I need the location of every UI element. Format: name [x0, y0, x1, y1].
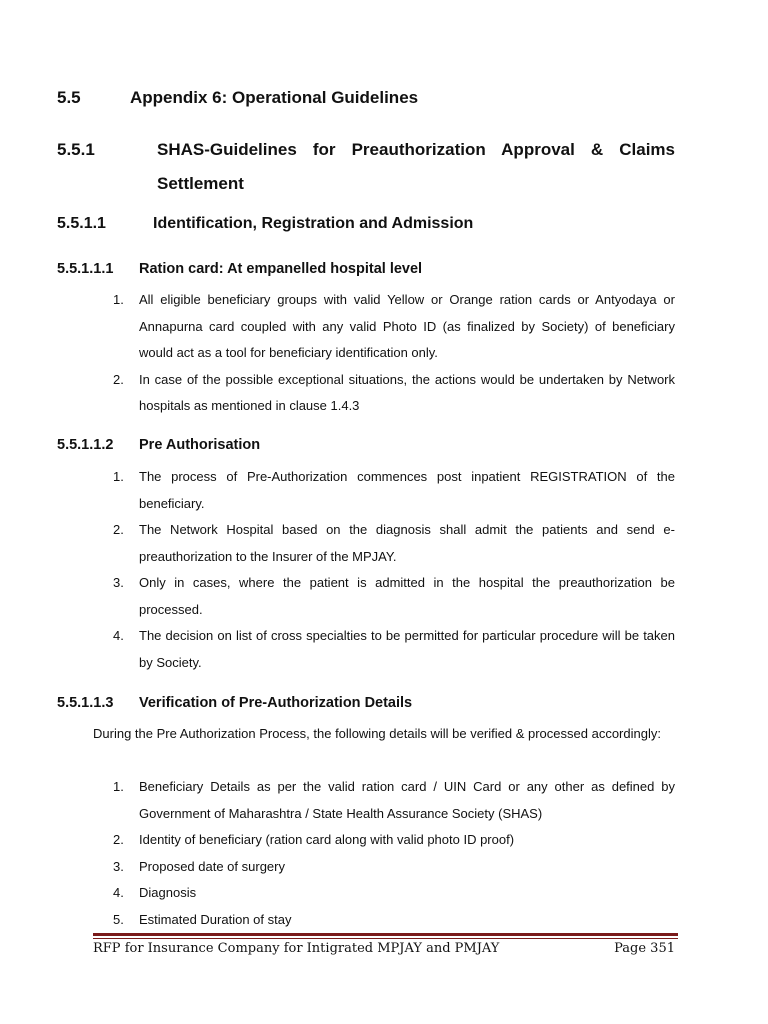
heading-title-line1: SHAS-Guidelines for Preauthorization Approval & Claims	[157, 140, 675, 159]
pre-authorisation-list	[113, 464, 675, 676]
list-item	[113, 623, 675, 676]
list-item	[113, 907, 675, 934]
list-item	[113, 367, 675, 420]
list-item	[113, 464, 675, 517]
list-item	[113, 287, 675, 367]
list-item	[113, 827, 675, 854]
heading-number: 5.5.1.1.1	[57, 261, 114, 277]
list-item-text: The Network Hospital based on the diagnosis shall admit the patients and send e-preauthorization to the Insurer of the MPJAY.	[139, 522, 675, 564]
list-item	[113, 854, 675, 881]
list-item-number: 3.	[113, 858, 124, 874]
heading-title-line2: Settlement	[157, 174, 244, 193]
list-item-number: 4.	[113, 628, 124, 643]
heading-title: Appendix 6: Operational Guidelines	[130, 88, 419, 107]
list-item-text: Estimated Duration of stay	[139, 911, 292, 927]
list-item-text: In case of the possible exceptional situations, the actions would be undertaken by Network hospitals as mentioned in clause 1.4.3	[139, 371, 675, 413]
heading-number: 5.5	[57, 88, 81, 107]
list-item-text: Beneficiary Details as per the valid ration card / UIN Card or any other as defined by Government of Maharashtra / State Health Assurance Society (SHAS)	[139, 779, 675, 821]
verification-intro: During the Pre Authorization Process, the following details will be verified & processed accordingly:	[93, 726, 661, 741]
list-item-text: Only in cases, where the patient is admitted in the hospital the preauthorization be processed.	[139, 575, 675, 617]
list-item-text: Identity of beneficiary (ration card along with valid photo ID proof)	[139, 832, 515, 847]
list-item-number: 1.	[113, 469, 124, 484]
heading-number: 5.5.1.1.3	[57, 695, 114, 711]
heading-title: Pre Authorisation	[139, 437, 261, 453]
verification-list	[113, 774, 675, 933]
ration-card-list	[113, 287, 675, 420]
heading-title: Verification of Pre-Authorization Details	[139, 695, 413, 711]
heading-title: Identification, Registration and Admission	[153, 215, 474, 232]
list-item-text: Diagnosis	[139, 885, 197, 900]
list-item-number: 1.	[113, 779, 124, 794]
list-item-number: 1.	[113, 292, 124, 307]
heading-number: 5.5.1	[57, 140, 95, 159]
list-item	[113, 774, 675, 827]
list-item-number: 2.	[113, 522, 124, 537]
footer-page-number: Page 351	[614, 941, 675, 956]
list-item	[113, 517, 675, 570]
list-item	[113, 880, 675, 907]
list-item-text: All eligible beneficiary groups with valid Yellow or Orange ration cards or Antyodaya or Annapurna card coupled with any valid Photo ID (as finalized by Society) of beneficiary would act as a tool for beneficiary identification only.	[139, 292, 675, 360]
list-item-text: Proposed date of surgery	[139, 858, 285, 874]
footer-rule	[93, 933, 678, 936]
list-item-number: 2.	[113, 832, 124, 847]
footer-rule-thin	[93, 938, 678, 939]
heading-number: 5.5.1.1.2	[57, 437, 114, 453]
list-item-text: The process of Pre-Authorization commences post inpatient REGISTRATION of the beneficiary.	[139, 469, 675, 511]
list-item-number: 3.	[113, 575, 124, 590]
list-item-number: 4.	[113, 885, 124, 900]
list-item-text: The decision on list of cross specialties to be permitted for particular procedure will be taken by Society.	[139, 628, 675, 670]
list-item-number: 2.	[113, 371, 124, 387]
heading-title: Ration card: At empanelled hospital level	[139, 261, 423, 277]
list-item-number: 5.	[113, 911, 124, 927]
footer-document-title: RFP for Insurance Company for Intigrated MPJAY and PMJAY	[93, 941, 500, 956]
heading-number: 5.5.1.1	[57, 215, 106, 232]
list-item	[113, 570, 675, 623]
